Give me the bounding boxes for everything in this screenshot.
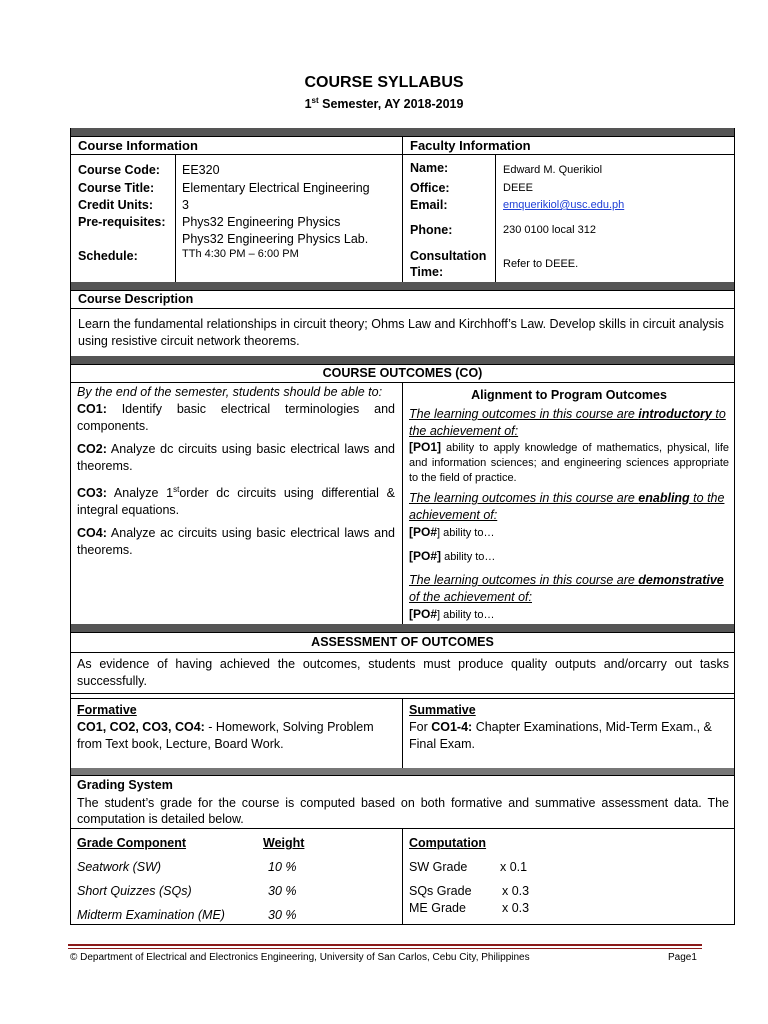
po-enabling-1: [PO#] ability to… <box>409 525 495 539</box>
comp-value-row-1: x 0.1 <box>500 860 528 874</box>
course-title: Elementary Electrical Engineering <box>182 181 370 195</box>
document-title: COURSE SYLLABUS <box>304 74 464 91</box>
credit-units-label: Credit Units: <box>78 198 153 212</box>
faculty-info-heading: Faculty Information <box>410 138 531 153</box>
footer-text: © Department of Electrical and Electronics Engineering, University of San Carlos, Cebu City, Philippines <box>70 952 530 963</box>
enabling-statement: The learning outcomes in this course are enabling to the achievement of: <box>409 491 725 522</box>
comp-value-row-3: x 0.3 <box>502 901 530 915</box>
consultation-label: Consultation Time: <box>410 249 487 279</box>
course-info-heading: Course Information <box>78 138 198 153</box>
alignment-heading: Alignment to Program Outcomes <box>471 388 667 402</box>
description-text: Learn the fundamental relationships in circuit theory; Ohms Law and Kirchhoff’s Law. Develop skills in circuit analysis using resistive circuit network theorems. <box>78 317 724 348</box>
name-label: Name: <box>410 161 449 175</box>
schedule: TTh 4:30 PM – 6:00 PM <box>182 248 299 260</box>
comp-label-row-1: SW Grade <box>409 860 468 874</box>
prereq-2: Phys32 Engineering Physics Lab. <box>182 232 369 246</box>
component-row-1: Seatwork (SW) <box>77 860 162 874</box>
weight-row-3: 30 % <box>268 908 297 922</box>
weight-row-1: 10 % <box>268 860 297 874</box>
faculty-phone: 230 0100 local 312 <box>503 224 596 236</box>
schedule-label: Schedule: <box>78 249 138 263</box>
co-intro: By the end of the semester, students should be able to: <box>77 385 383 399</box>
comp-value-row-2: x 0.3 <box>502 884 530 898</box>
co3: CO3: Analyze 1storder dc circuits using differential & integral equations. <box>77 485 395 518</box>
prereq-1: Phys32 Engineering Physics <box>182 215 341 229</box>
email-label: Email: <box>410 198 448 212</box>
page-number: Page1 <box>668 952 697 963</box>
co1: CO1: Identify basic electrical terminologies and components. <box>77 402 395 433</box>
po-demonstrative: [PO#] ability to… <box>409 607 495 621</box>
course-code-label: Course Code: <box>78 163 160 177</box>
faculty-office: DEEE <box>503 182 533 194</box>
comp-label-row-2: SQs Grade <box>409 884 472 898</box>
introductory-statement: The learning outcomes in this course are introductory to the achievement of: <box>409 407 726 438</box>
component-row-2: Short Quizzes (SQs) <box>77 884 192 898</box>
description-heading: Course Description <box>78 292 194 306</box>
summative-heading: Summative <box>409 703 476 717</box>
faculty-name: Edward M. Querikiol <box>503 164 603 176</box>
component-row-3: Midterm Examination (ME) <box>77 908 225 922</box>
outcomes-heading: COURSE OUTCOMES (CO) <box>322 366 483 380</box>
prereq-label: Pre-requisites: <box>78 215 166 229</box>
phone-label: Phone: <box>410 223 453 237</box>
co4: CO4: Analyze ac circuits using basic electrical laws and theorems. <box>77 526 395 558</box>
grade-component-heading: Grade Component <box>77 836 187 850</box>
course-code: EE320 <box>182 163 220 177</box>
course-title-label: Course Title: <box>78 181 155 195</box>
po1: [PO1] ability to apply knowledge of mathematics, physical, life and information sciences; and engineering sciences appropriate to the field of practice. <box>409 440 729 484</box>
summative-text: For CO1-4: Chapter Examinations, Mid-Term Exam., & Final Exam. <box>409 720 712 751</box>
weight-row-2: 30 % <box>268 884 297 898</box>
assessment-heading: ASSESSMENT OF OUTCOMES <box>311 635 494 649</box>
co2: CO2: Analyze dc circuits using basic electrical laws and theorems. <box>77 442 395 473</box>
formative-heading: Formative <box>77 703 137 717</box>
formative-text: CO1, CO2, CO3, CO4: - Homework, Solving Problem from Text book, Lecture, Board Work. <box>77 720 374 751</box>
grading-heading: Grading System <box>77 778 173 792</box>
assessment-text: As evidence of having achieved the outcomes, students must produce quality outputs and/orcarry out tasks successfully. <box>77 657 729 688</box>
summative-section <box>409 702 729 753</box>
semester-subtitle: 1st Semester, AY 2018-2019 <box>304 96 464 112</box>
alignment-section <box>409 387 729 624</box>
grading-text: The student’s grade for the course is computed based on both formative and summative assessment data. The computation is detailed below. <box>77 796 729 826</box>
consultation-time: Refer to DEEE. <box>503 258 579 270</box>
credit-units: 3 <box>182 198 189 212</box>
comp-label-row-3: ME Grade <box>409 901 466 915</box>
faculty-email-link[interactable]: emquerikiol@usc.edu.ph <box>503 199 625 211</box>
office-label: Office: <box>410 181 450 195</box>
co-list <box>77 384 395 559</box>
po-enabling-2: [PO#] ability to… <box>409 549 496 563</box>
formative-section <box>77 702 395 753</box>
weight-heading: Weight <box>263 836 305 850</box>
demonstrative-statement: The learning outcomes in this course are demonstrative of the achievement of: <box>409 573 724 604</box>
computation-heading: Computation <box>409 836 487 850</box>
